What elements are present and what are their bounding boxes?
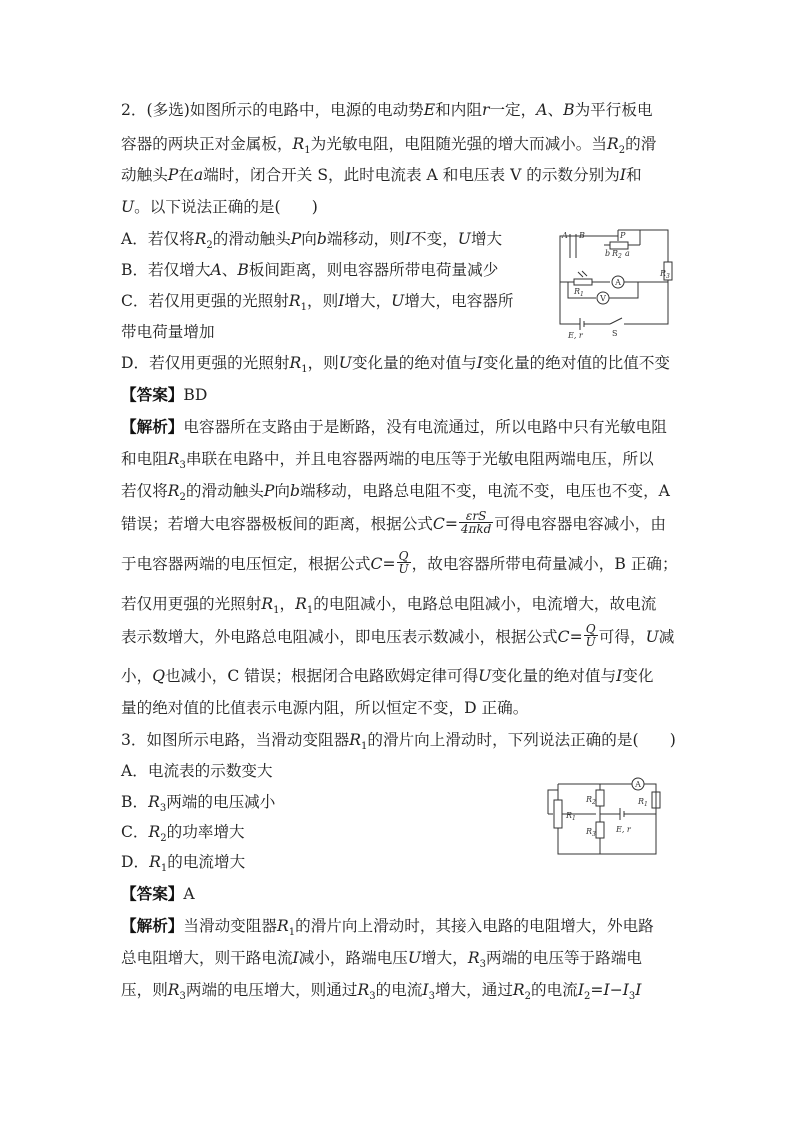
- q3-exp-line-2: 总电阻增大，则干路电流I减小，路端电压U增大，$R_3$两端的电压等于路端电: [121, 949, 642, 971]
- q2-option-d: D．若仅用更强的光照射$R_1$，则U变化量的绝对值与I变化量的绝对值的比值不变: [121, 354, 671, 376]
- q2-option-c-cont: 带电荷量增加: [121, 323, 215, 341]
- q3-stem: 3．如图所示电路，当滑动变阻器$R_1$的滑片向上滑动时，下列说法正确的是( ): [121, 731, 676, 753]
- q2-exp-line-3: 若仅将$R_2$的滑动触头P向b端移动，电路总电阻不变，电流不变，电压也不变，A: [121, 482, 670, 504]
- charge-formula-2: $\frac{Q}{U}$: [585, 621, 596, 649]
- q2-exp-line-8: 小，Q也减小，C 错误；根据闭合电路欧姆定律可得U变化量的绝对值与I变化: [121, 667, 654, 685]
- q2-exp-line-4: 错误；若增大电容器极板间的距离，根据公式C= $\frac{\text{εrS}}{\text{4πkd}}$ 可得电容器电容减小，由: [121, 508, 666, 536]
- fig2-ammeter-label: A: [635, 780, 641, 789]
- q3-exp-line-3: 压，则$R_3$两端的电压增大，则通过$R_3$的电流$I_3$增大，通过$R_2$的电流$I_2=I-I_3I$: [121, 981, 642, 1003]
- capacitance-formula: $\frac{\text{εrS}}{\text{4πkd}}$: [460, 508, 492, 536]
- fig1-label-a: A: [562, 231, 568, 240]
- q2-option-c: C．若仅用更强的光照射$R_1$，则I增大，U增大，电容器所: [121, 292, 514, 314]
- q3-option-a: A．电流表的示数变大: [121, 762, 273, 780]
- fig2-label-r1-left: $R_1$: [566, 811, 576, 822]
- q2-exp-line-7: 表示数增大，外电路总电阻减小，即电压表示数减小，根据公式C= $\frac{Q}{U}$ 可得，U减: [121, 621, 675, 649]
- q3-option-b: B．$R_3$两端的电压减小: [121, 793, 276, 815]
- fig1-label-b: B: [579, 231, 585, 240]
- fig1-label-bend: b: [605, 249, 611, 258]
- fig2-label-r3: $R_3$: [586, 827, 596, 838]
- q2-stem-line-4: U。以下说法正确的是( ): [121, 198, 318, 216]
- fig1-label-aend: a: [625, 249, 630, 258]
- fig1-label-er: E, r: [568, 331, 583, 340]
- q2-exp-line-6: 若仅用更强的光照射$R_1$，$R_1$的电阻减小，电路总电阻减小，电流增大，故电流: [121, 595, 657, 617]
- fig2-label-er: E, r: [616, 825, 631, 834]
- fig1-label-p: P: [620, 231, 626, 240]
- charge-formula: $\frac{Q}{U}$: [398, 548, 409, 576]
- circuit-diagram-q3: [544, 770, 662, 858]
- q3-exp-line-1: 【解析】当滑动变阻器$R_1$的滑片向上滑动时，其接入电路的电阻增大，外电路: [121, 916, 654, 939]
- q2-stem-line-1: 2．(多选)如图所示的电路中，电源的电动势E和内阻r一定，A、B为平行板电: [121, 101, 653, 119]
- fig1-label-s: S: [612, 329, 618, 338]
- q2-answer: 【答案】BD: [121, 385, 208, 404]
- fig1-label-r2: $R_2$: [612, 249, 622, 260]
- fig2-label-r2: $R_2$: [586, 795, 596, 806]
- q2-option-b: B．若仅增大A、B板间距离，则电容器所带电荷量减少: [121, 261, 499, 279]
- q2-option-a: A．若仅将$R_2$的滑动触头P向b端移动，则I不变，U增大: [121, 230, 503, 252]
- fig1-label-r1: $R_1$: [574, 287, 584, 298]
- q3-answer: 【答案】A: [121, 884, 195, 903]
- q2-exp-line-9: 量的绝对值的比值表示电源内阻，所以恒定不变，D 正确。: [121, 699, 529, 717]
- fig2-label-r1-right: $R_1$: [638, 797, 648, 808]
- fig1-voltmeter-label: V: [600, 294, 606, 303]
- q2-exp-line-2: 和电阻$R_3$串联在电路中，并且电容器两端的电压等于光敏电阻两端电压，所以: [121, 450, 654, 472]
- fig1-ammeter-label: A: [615, 278, 621, 287]
- q3-option-d: D．$R_1$的电流增大: [121, 853, 246, 875]
- circuit-diagram-q2: [548, 228, 676, 340]
- q2-exp-line-1: 【解析】电容器所在支路由于是断路，没有电流通过，所以电路中只有光敏电阻: [121, 417, 667, 436]
- q3-option-c: C．$R_2$的功率增大: [121, 823, 245, 845]
- fig1-label-r3: $R_3$: [660, 269, 670, 280]
- q2-stem-line-2: 容器的两块正对金属板，$R_1$为光敏电阻，电阻随光强的增大而减小。当$R_2$的滑: [121, 135, 657, 157]
- q2-exp-line-5: 于电容器两端的电压恒定，根据公式C= $\frac{Q}{U}$ ，故电容器所带电荷量减小，B 正确；: [121, 548, 678, 576]
- q2-stem-line-3: 动触头P在a端时，闭合开关 S，此时电流表 A 和电压表 V 的示数分别为I和: [121, 166, 642, 184]
